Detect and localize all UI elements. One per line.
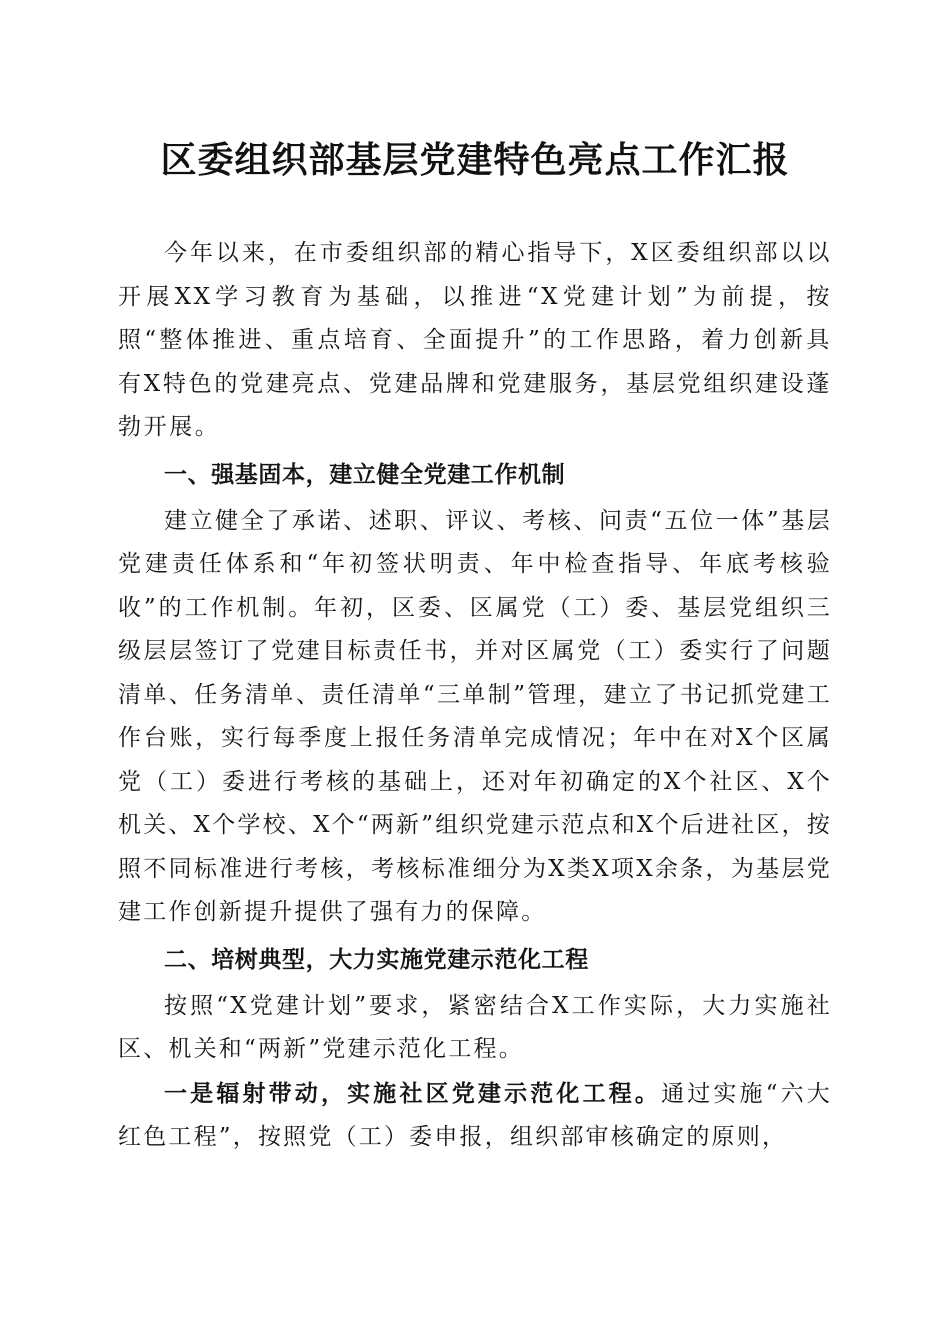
- document-title: 区委组织部基层党建特色亮点工作汇报: [160, 139, 790, 181]
- section-2-subparagraph: [118, 1072, 832, 1160]
- document-body: [118, 232, 832, 1160]
- section-1-paragraph: 建立健全了承诺、述职、评议、考核、问责“五位一体”基层党建责任体系和“年初签状明责、年中检查指导、年底考核验收”的工作机制。年初，区委、区属党（工）委、基层党组织三级层层签订了党建目标责任书，并对区属党（工）委实行了问题清单、任务清单、责任清单“三单制”管理，建立了书记抓党建工作台账，实行每季度上报任务清单完成情况；年中在对X个区属党（工）委进行考核的基础上，还对年初确定的X个社区、X个机关、X个学校、X个“两新”组织党建示范点和X个后进社区，按照不同标准进行考核，考核标准细分为X类X项X余条，为基层党建工作创新提升提供了强有力的保障。: [118, 507, 832, 925]
- section-1-heading: 一、强基固本，建立健全党建工作机制: [164, 461, 566, 488]
- section-2-paragraph: 按照“X党建计划”要求，紧密结合X工作实际，大力实施社区、机关和“两新”党建示范化工程。: [118, 992, 832, 1062]
- section-2-sub-text: 通过实施“六大红色工程”，按照党（工）委申报，组织部审核确定的原则，: [118, 1080, 832, 1150]
- section-2-sub-lead: 一是辐射带动，实施社区党建示范化工程。: [164, 1079, 662, 1107]
- intro-paragraph: 今年以来，在市委组织部的精心指导下，X区委组织部以以开展XX学习教育为基础，以推进“X党建计划”为前提，按照“整体推进、重点培育、全面提升”的工作思路，着力创新具有X特色的党建亮点、党建品牌和党建服务，基层党组织建设蓬勃开展。: [118, 240, 832, 440]
- section-2-heading: 二、培树典型，大力实施党建示范化工程: [164, 946, 589, 973]
